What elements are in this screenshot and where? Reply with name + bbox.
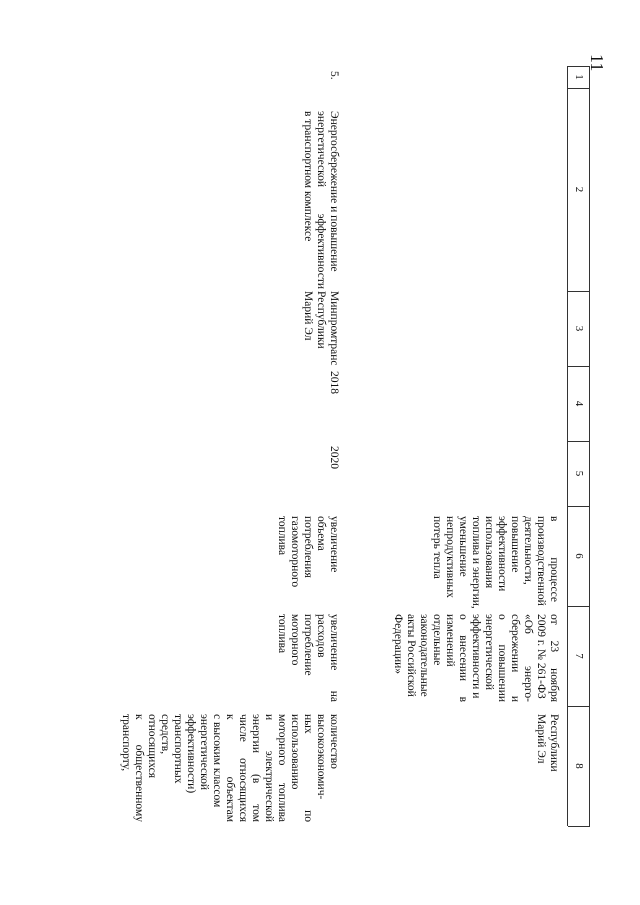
line: средств, (159, 714, 171, 755)
line: относящихся (146, 714, 158, 779)
line: деятельности, (522, 516, 534, 585)
line: Республики (315, 291, 327, 349)
row5-col2 (301, 111, 340, 289)
border-top (589, 66, 590, 826)
header-8: 8 (573, 763, 585, 769)
line: уменьшение (457, 516, 469, 577)
line: увеличение на (328, 614, 340, 702)
line: «Об энерго- (522, 614, 534, 702)
line: ных по (302, 714, 314, 822)
row5-col6 (275, 516, 340, 602)
row5-col4: 2018 (328, 371, 340, 394)
line: Республики (548, 714, 560, 772)
line: с высоким классом (211, 714, 223, 808)
line: моторного (289, 614, 301, 666)
row5-col8 (119, 714, 340, 822)
prev-row-col8 (534, 714, 560, 822)
line: числе относящихся (237, 714, 249, 822)
border-header-bottom (567, 66, 568, 826)
line: моторного топлива (276, 714, 288, 822)
line: газомоторного (289, 516, 301, 588)
header-7: 7 (573, 653, 585, 659)
line: расходов (315, 614, 327, 658)
header-2: 2 (573, 186, 585, 193)
line: Федерации» (392, 614, 404, 675)
line: использования (483, 516, 495, 589)
line: и электрической (263, 714, 275, 822)
table (115, 66, 590, 826)
header-1: 1 (573, 74, 585, 80)
line: акты Российской (405, 614, 417, 697)
row-number: 5. (328, 71, 340, 80)
row5-col7 (275, 614, 340, 702)
line: эффективности) (185, 714, 197, 794)
line: эффективности и (470, 614, 482, 699)
line: к объектам (224, 714, 236, 822)
line: сбережении и (509, 614, 521, 702)
line: топлива (276, 614, 288, 654)
header-5: 5 (573, 470, 585, 477)
line: транспортных (172, 714, 184, 784)
line: в транспортном комплексе (302, 111, 314, 242)
line: Марий Эл (302, 291, 314, 341)
header-4: 4 (573, 400, 585, 407)
line: количество (328, 714, 340, 769)
line: Энергосбережение и повышение (328, 111, 340, 272)
line: в процессе (548, 516, 560, 602)
line: потерь тепла (431, 516, 443, 579)
line: энергетической (198, 714, 210, 790)
line: увеличение объема (315, 516, 340, 573)
header-3: 3 (573, 325, 585, 332)
line: 2009 г. № 261-ФЗ (535, 614, 547, 699)
line: о повышении (496, 614, 508, 702)
line: от 23 ноября (548, 614, 560, 702)
line: эффективности (496, 516, 508, 592)
line: энергетической эффективности (315, 111, 327, 289)
line: потребления (302, 516, 314, 578)
line: производственной (535, 516, 547, 606)
line: потребление (302, 614, 314, 676)
line: о внесении в (457, 614, 469, 702)
row5-col5: 2020 (328, 446, 340, 469)
prev-row-col7 (391, 614, 560, 702)
line: топлива (276, 516, 288, 556)
row5-col3 (301, 291, 340, 365)
line: транспорту, (120, 714, 132, 772)
line: непродуктивных (444, 516, 456, 598)
line: Марий Эл (535, 714, 547, 764)
line: изменений (444, 614, 456, 667)
page-number: 11 (587, 54, 607, 72)
line: отдельные (431, 614, 443, 666)
line: к общественному (133, 714, 145, 822)
line: законодательные (418, 614, 430, 697)
line: повышение (509, 516, 521, 573)
prev-row-col6 (430, 516, 560, 609)
header-6: 6 (573, 553, 585, 559)
line: Минпромтранс (328, 291, 340, 366)
line: энергии (в том (250, 714, 262, 822)
line: использованию (289, 714, 301, 790)
line: высокоэкономич- (315, 714, 327, 800)
line: энергетической (483, 614, 495, 690)
line: топлива и энергии, (470, 516, 482, 609)
border-right (568, 826, 590, 827)
